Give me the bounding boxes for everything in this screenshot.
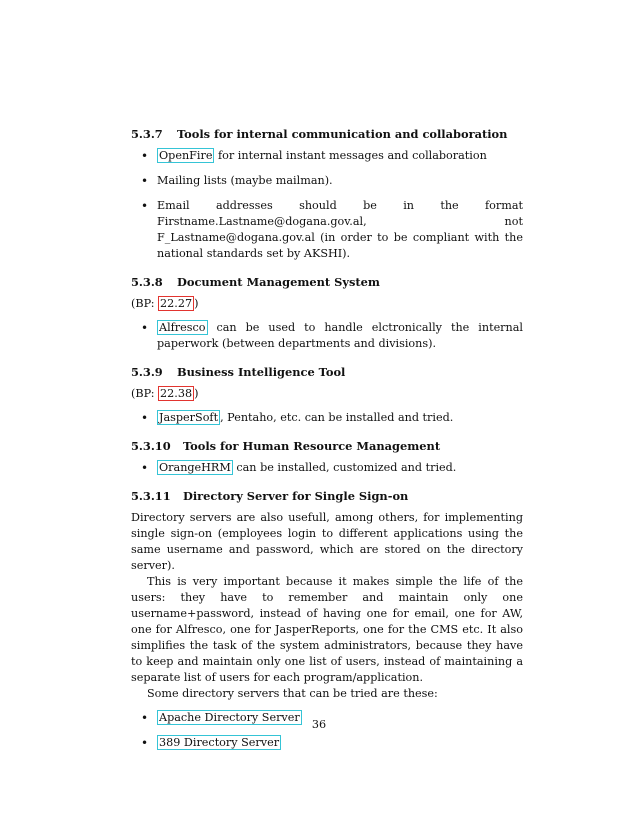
list-item bbox=[131, 735, 523, 751]
list-item bbox=[131, 148, 523, 164]
section-number: 5.3.9 bbox=[131, 365, 163, 379]
list-item bbox=[131, 410, 523, 426]
section-title: Tools for Human Resource Management bbox=[182, 439, 441, 453]
item-text: Email addresses should be in the format Firstname.Lastname@dogana.gov.al, not F_Lastname@dogana.gov.al (in order to be compliant with the national standards set by AKSHI). bbox=[157, 199, 523, 260]
section-number: 5.3.11 bbox=[131, 489, 171, 503]
link-389-directory-server[interactable]: 389 Directory Server bbox=[159, 736, 280, 749]
link-openfire[interactable]: OpenFire bbox=[159, 149, 213, 162]
section-heading-5-3-7 bbox=[131, 126, 523, 142]
item-text: can be installed, customized and tried. bbox=[232, 461, 457, 474]
list-communication-tools bbox=[131, 148, 523, 262]
section-title: Directory Server for Single Sign-on bbox=[182, 489, 409, 503]
list-dms bbox=[131, 320, 523, 352]
list-item bbox=[131, 173, 523, 189]
section-title: Tools for internal communication and collaboration bbox=[176, 127, 508, 141]
list-item bbox=[131, 198, 523, 262]
section-heading-5-3-11 bbox=[131, 488, 523, 504]
section-number: 5.3.10 bbox=[131, 439, 171, 453]
list-item bbox=[131, 320, 523, 352]
item-text: , Pentaho, etc. can be installed and tried. bbox=[220, 411, 454, 424]
bp-reference bbox=[131, 386, 523, 402]
section-number: 5.3.7 bbox=[131, 127, 163, 141]
link-alfresco[interactable]: Alfresco bbox=[159, 321, 206, 334]
paragraph: This is very important because it makes simple the life of the users: they have to remember and maintain only one username+password, instead of having one for email, one for AW, one for Alfresco, one for JasperReports, one for the CMS etc. It also simplifies the task of the system administrators, because they have to keep and maintain only one list of users, instead of maintaining a separate list of users for each program/application. bbox=[131, 575, 523, 684]
page-content bbox=[131, 126, 523, 760]
bp-reference bbox=[131, 296, 523, 312]
item-text: Mailing lists (maybe mailman). bbox=[157, 174, 333, 187]
section-heading-5-3-9 bbox=[131, 364, 523, 380]
page-number: 36 bbox=[311, 718, 327, 731]
link-apache-directory-server[interactable]: Apache Directory Server bbox=[159, 711, 300, 724]
bp-prefix: (BP: bbox=[131, 297, 159, 310]
list-item bbox=[131, 460, 523, 476]
item-text: can be used to handle elctronically the internal paperwork (between departments and divisions). bbox=[157, 321, 523, 350]
link-jaspersoft[interactable]: JasperSoft bbox=[159, 411, 219, 424]
list-hr bbox=[131, 460, 523, 476]
section-heading-5-3-10 bbox=[131, 438, 523, 454]
ref-link-22-27[interactable]: 22.27 bbox=[160, 297, 193, 310]
link-orangehrm[interactable]: OrangeHRM bbox=[159, 461, 231, 474]
ref-link-22-38[interactable]: 22.38 bbox=[160, 387, 193, 400]
list-bi bbox=[131, 410, 523, 426]
section-number: 5.3.8 bbox=[131, 275, 163, 289]
bp-suffix: ) bbox=[194, 297, 199, 310]
bp-suffix: ) bbox=[194, 387, 199, 400]
section-title: Document Management System bbox=[176, 275, 380, 289]
section-title: Business Intelligence Tool bbox=[176, 365, 346, 379]
paragraph: Some directory servers that can be tried are these: bbox=[147, 687, 438, 700]
section-heading-5-3-8 bbox=[131, 274, 523, 290]
paragraph: Directory servers are also usefull, among others, for implementing single sign-on (employees login to different applications using the same username and password, which are stored on the directory server). bbox=[131, 511, 523, 572]
item-text: for internal instant messages and collaboration bbox=[214, 149, 487, 162]
bp-prefix: (BP: bbox=[131, 387, 159, 400]
